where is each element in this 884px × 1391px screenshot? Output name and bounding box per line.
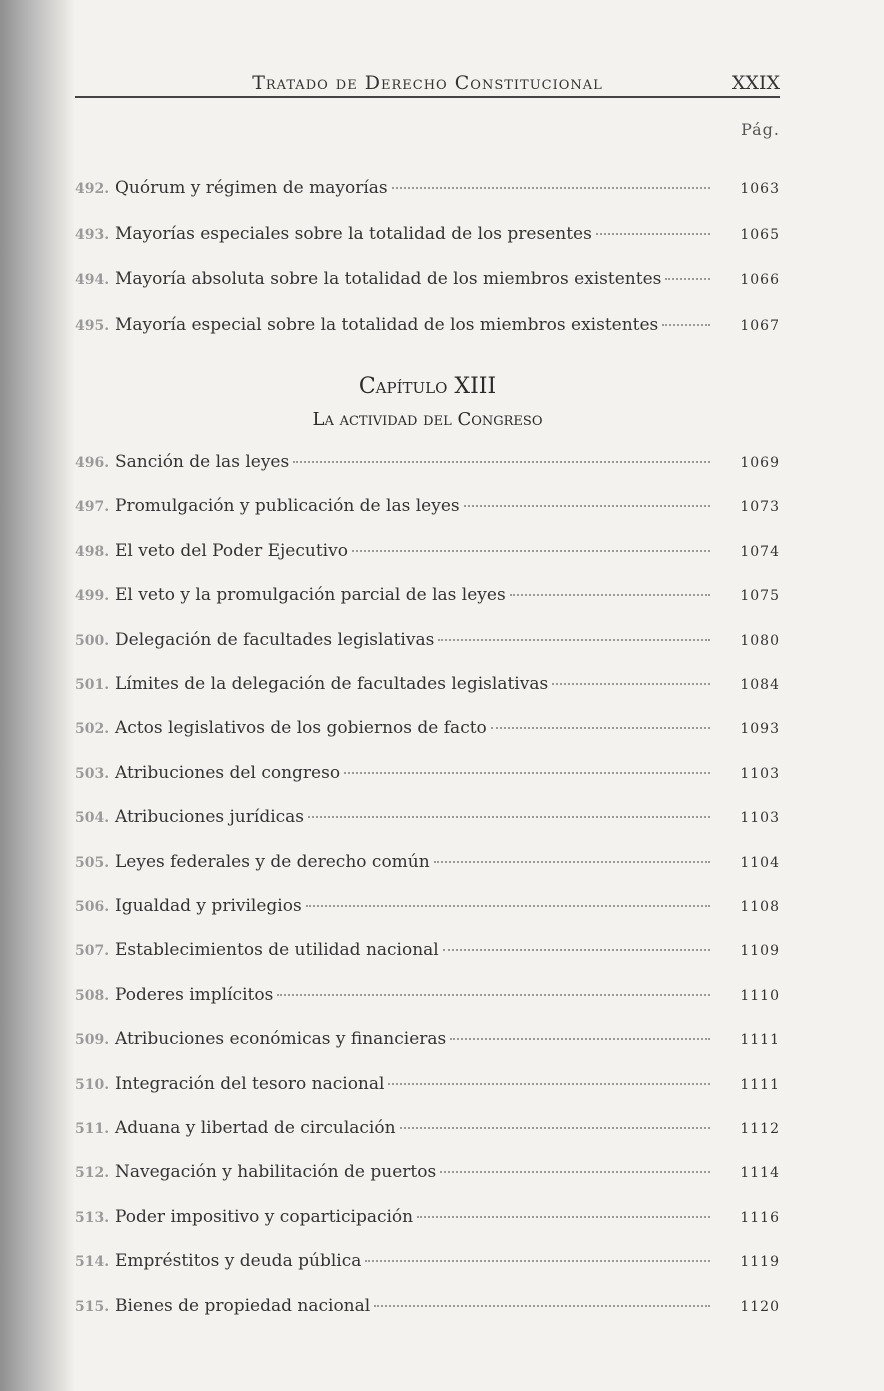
toc-dot-leader [450, 1038, 710, 1040]
toc-entry-title: Delegación de facultades legislativas [115, 629, 435, 650]
toc-entry [75, 452, 780, 482]
toc-dot-leader [464, 505, 710, 507]
toc-entry-title: Actos legislativos de los gobiernos de facto [115, 718, 487, 739]
chapter-number: Capítulo XIII [358, 374, 497, 399]
toc-entry [75, 1207, 780, 1237]
toc-entry [75, 224, 780, 254]
toc-entry-page: 1073 [740, 499, 780, 516]
toc-entry-title: Establecimientos de utilidad nacional [115, 940, 439, 961]
toc-entry-title: Integración del tesoro nacional [115, 1073, 385, 1094]
toc-entry-page: 1084 [740, 677, 780, 693]
toc-entry-page: 1063 [740, 181, 780, 197]
toc-entry-page: 1104 [740, 854, 780, 871]
toc-entry-number: 509. [75, 1032, 110, 1049]
toc-dot-leader [277, 994, 710, 996]
toc-entry-number: 504. [75, 810, 110, 827]
toc-entry-page: 1119 [740, 1254, 780, 1271]
page-gutter-shadow [0, 0, 75, 1391]
toc-entry [75, 1296, 780, 1326]
toc-entry-number: 507. [75, 943, 110, 960]
toc-entry-number: 498. [75, 543, 110, 560]
toc-entry-title: Bienes de propiedad nacional [115, 1295, 371, 1316]
toc-entry [75, 1251, 780, 1281]
toc-entry [75, 807, 780, 837]
running-head [75, 68, 780, 98]
toc-entry-title: Quórum y régimen de mayorías [115, 178, 388, 198]
toc-entry-page: 1109 [740, 943, 780, 960]
running-title: Tratado de Derecho Constitucional [252, 72, 603, 94]
toc-entry-number: 500. [75, 632, 110, 649]
toc-dot-leader [510, 594, 710, 596]
toc-entry-page: 1120 [740, 1298, 780, 1315]
toc-entry-title: Mayoría especial sobre la totalidad de los miembros existentes [115, 314, 659, 335]
toc-entry-page: 1112 [740, 1121, 780, 1137]
toc-entry-title: El veto del Poder Ejecutivo [115, 540, 348, 561]
toc-dot-leader [596, 233, 710, 235]
toc-dot-leader [400, 1127, 710, 1129]
toc-dot-leader [491, 727, 710, 729]
toc-entry-title: Leyes federales y de derecho común [115, 851, 430, 872]
toc-entry-number: 506. [75, 899, 110, 915]
toc-entry-number: 496. [75, 455, 110, 471]
toc-entry-page: 1080 [740, 632, 780, 649]
toc-entry-title: Aduana y libertad de circulación [115, 1118, 396, 1138]
toc-entry-title: Atribuciones económicas y financieras [115, 1029, 447, 1050]
toc-entry-title: Mayorías especiales sobre la totalidad de los presentes [115, 223, 592, 244]
toc-entry-page: 1065 [740, 226, 780, 243]
toc-dot-leader [344, 772, 710, 774]
toc-entry-page: 1066 [740, 272, 780, 288]
toc-entry-number: 502. [75, 721, 110, 738]
toc-dot-leader [662, 324, 710, 326]
toc-dot-leader [293, 461, 710, 463]
toc-entry-title: Promulgación y publicación de las leyes [115, 496, 460, 517]
toc-entry [75, 718, 780, 748]
toc-entry-page: 1075 [740, 588, 780, 605]
toc-entry [75, 1074, 780, 1104]
toc-entry [75, 541, 780, 571]
toc-entry-number: 503. [75, 765, 110, 782]
chapter-title: La actividad del Congreso [312, 409, 543, 430]
toc-entry-number: 513. [75, 1209, 110, 1226]
toc-entry-number: 497. [75, 499, 110, 516]
toc-entry [75, 940, 780, 970]
toc-entry-page: 1111 [740, 1032, 780, 1049]
toc-dot-leader [665, 278, 710, 280]
toc-entry-page: 1067 [740, 317, 780, 334]
toc-entry-number: 510. [75, 1076, 110, 1093]
toc-entry-number: 512. [75, 1165, 110, 1182]
toc-entry [75, 585, 780, 615]
toc-dot-leader [308, 816, 710, 818]
toc-entry-page: 1110 [740, 987, 780, 1004]
toc-entry-number: 499. [75, 588, 110, 605]
toc-entry [75, 985, 780, 1015]
toc-entry-page: 1074 [740, 543, 780, 560]
toc-entry-title: El veto y la promulgación parcial de las leyes [115, 585, 506, 606]
toc-entry [75, 896, 780, 926]
toc-entry-number: 511. [75, 1121, 110, 1137]
toc-dot-leader [365, 1260, 710, 1262]
toc-dot-leader [392, 187, 710, 189]
toc-entry [75, 315, 780, 345]
toc-entry [75, 1162, 780, 1192]
toc-entry [75, 178, 780, 208]
toc-entry-title: Empréstitos y deuda pública [115, 1251, 362, 1272]
toc-entry-title: Navegación y habilitación de puertos [115, 1162, 437, 1183]
toc-entry-number: 501. [75, 677, 110, 693]
toc-entry [75, 630, 780, 660]
toc-entry-title: Poder impositivo y coparticipación [115, 1206, 414, 1227]
toc-dot-leader [306, 905, 710, 907]
toc-dot-leader [438, 639, 710, 641]
toc-dot-leader [374, 1305, 710, 1307]
toc-entry-number: 494. [75, 272, 110, 288]
toc-dot-leader [440, 1171, 710, 1173]
toc-dot-leader [388, 1083, 710, 1085]
toc-entry-title: Atribuciones jurídicas [115, 807, 305, 828]
toc-entry-page: 1111 [740, 1076, 780, 1093]
toc-entry-page: 1116 [740, 1209, 780, 1226]
toc-dot-leader [434, 861, 710, 863]
toc-entry-page: 1114 [740, 1165, 780, 1182]
toc-entry-number: 495. [75, 317, 110, 334]
toc-dot-leader [417, 1216, 710, 1218]
toc-entry-title: Sanción de las leyes [115, 452, 290, 472]
toc-entry-number: 508. [75, 987, 110, 1004]
toc-entry-page: 1069 [740, 455, 780, 471]
toc-entry-title: Mayoría absoluta sobre la totalidad de los miembros existentes [115, 269, 662, 289]
toc-entry [75, 1118, 780, 1148]
toc-entry [75, 496, 780, 526]
toc-entry-number: 492. [75, 181, 110, 197]
toc-entry-title: Atribuciones del congreso [115, 762, 341, 783]
toc-entry-number: 505. [75, 854, 110, 871]
toc-entry [75, 674, 780, 704]
page-folio: XXIX [731, 72, 780, 94]
toc-entry-page: 1108 [740, 899, 780, 915]
toc-entry [75, 269, 780, 299]
toc-entry [75, 1029, 780, 1059]
toc-entry-number: 493. [75, 226, 110, 243]
toc-entry [75, 763, 780, 793]
toc-entry-title: Poderes implícitos [115, 984, 274, 1005]
toc-entry [75, 852, 780, 882]
toc-entry-title: Límites de la delegación de facultades legislativas [115, 674, 549, 694]
toc-entry-number: 514. [75, 1254, 110, 1271]
toc-entry-number: 515. [75, 1298, 110, 1315]
toc-entry-title: Igualdad y privilegios [115, 896, 302, 916]
toc-dot-leader [443, 949, 710, 951]
toc-entry-page: 1103 [740, 765, 780, 782]
toc-entry-page: 1093 [740, 721, 780, 738]
page-column-label: Pág. [741, 120, 780, 139]
toc-dot-leader [352, 550, 710, 552]
toc-dot-leader [552, 683, 710, 685]
toc-entry-page: 1103 [740, 810, 780, 827]
